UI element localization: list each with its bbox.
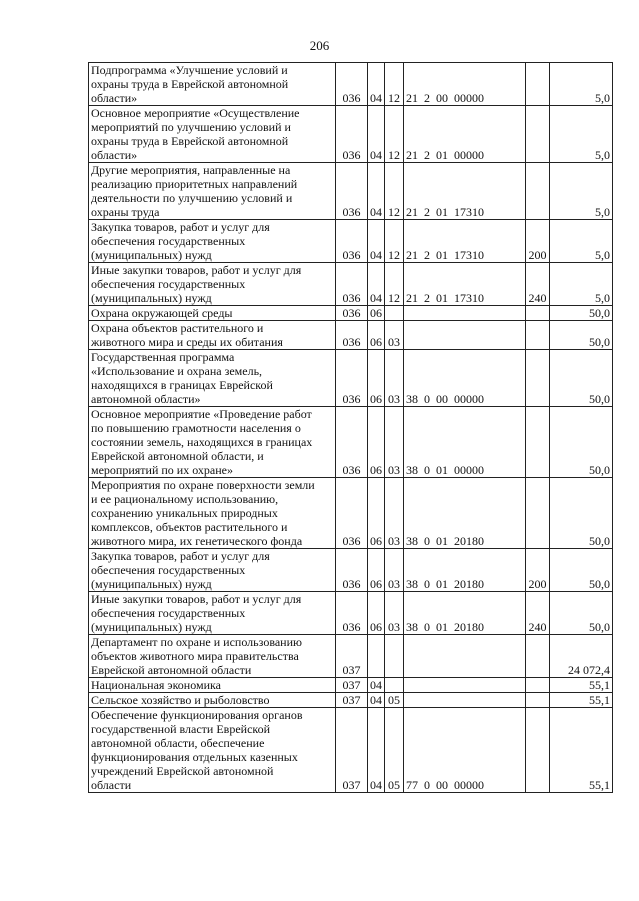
admin-code-cell: 036 (336, 106, 368, 163)
amount-cell: 50,0 (550, 478, 613, 549)
table-row (89, 478, 613, 549)
admin-code-cell: 036 (336, 549, 368, 592)
subsection-cell: 12 (385, 63, 404, 106)
target-article-cell: 38 0 00 00000 (404, 350, 526, 407)
item-name-cell: Департамент по охране и использованию объектов животного мира правительства Еврейской автономной области (89, 635, 336, 678)
subsection-cell: 03 (385, 592, 404, 635)
section-cell: 04 (368, 106, 385, 163)
expense-type-cell (526, 163, 550, 220)
section-cell: 04 (368, 263, 385, 306)
section-cell: 06 (368, 549, 385, 592)
admin-code-cell: 037 (336, 708, 368, 793)
subsection-cell (385, 635, 404, 678)
expense-type-cell (526, 106, 550, 163)
expense-type-cell (526, 407, 550, 478)
admin-code-cell: 036 (336, 63, 368, 106)
table-row (89, 106, 613, 163)
admin-code-cell: 036 (336, 592, 368, 635)
subsection-cell: 03 (385, 321, 404, 350)
admin-code-cell: 036 (336, 306, 368, 321)
target-article-cell: 38 0 01 20180 (404, 592, 526, 635)
subsection-cell: 03 (385, 549, 404, 592)
expense-type-cell (526, 678, 550, 693)
budget-table-body (89, 63, 613, 793)
item-name-cell: Основное мероприятие «Осуществление мероприятий по улучшению условий и охраны труда в Еврейской автономной области» (89, 106, 336, 163)
table-row (89, 592, 613, 635)
amount-cell: 5,0 (550, 63, 613, 106)
amount-cell: 55,1 (550, 708, 613, 793)
subsection-cell (385, 306, 404, 321)
section-cell: 06 (368, 321, 385, 350)
item-name-cell: Закупка товаров, работ и услуг для обеспечения государственных (муниципальных) нужд (89, 549, 336, 592)
subsection-cell: 03 (385, 407, 404, 478)
target-article-cell (404, 635, 526, 678)
section-cell: 06 (368, 306, 385, 321)
item-name-cell: Охрана окружающей среды (89, 306, 336, 321)
table-row (89, 693, 613, 708)
amount-cell: 50,0 (550, 549, 613, 592)
target-article-cell: 77 0 00 00000 (404, 708, 526, 793)
table-row (89, 407, 613, 478)
section-cell: 06 (368, 350, 385, 407)
table-row (89, 350, 613, 407)
table-row (89, 263, 613, 306)
amount-cell: 5,0 (550, 106, 613, 163)
section-cell: 04 (368, 220, 385, 263)
table-row (89, 635, 613, 678)
admin-code-cell: 036 (336, 220, 368, 263)
section-cell: 04 (368, 63, 385, 106)
admin-code-cell: 037 (336, 635, 368, 678)
subsection-cell: 12 (385, 220, 404, 263)
admin-code-cell: 037 (336, 693, 368, 708)
item-name-cell: Закупка товаров, работ и услуг для обеспечения государственных (муниципальных) нужд (89, 220, 336, 263)
admin-code-cell: 036 (336, 478, 368, 549)
subsection-cell: 03 (385, 350, 404, 407)
expense-type-cell (526, 321, 550, 350)
expense-type-cell (526, 63, 550, 106)
table-row (89, 708, 613, 793)
amount-cell: 50,0 (550, 321, 613, 350)
subsection-cell (385, 678, 404, 693)
item-name-cell: Государственная программа «Использование и охрана земель, находящихся в границах Еврейской автономной области» (89, 350, 336, 407)
section-cell: 04 (368, 708, 385, 793)
target-article-cell (404, 678, 526, 693)
item-name-cell: Сельское хозяйство и рыболовство (89, 693, 336, 708)
amount-cell: 5,0 (550, 163, 613, 220)
page-number: 206 (309, 38, 330, 53)
item-name-cell: Подпрограмма «Улучшение условий и охраны труда в Еврейской автономной области» (89, 63, 336, 106)
target-article-cell: 21 2 01 17310 (404, 163, 526, 220)
table-row (89, 678, 613, 693)
admin-code-cell: 036 (336, 407, 368, 478)
expense-type-cell: 200 (526, 549, 550, 592)
budget-table (88, 62, 613, 793)
amount-cell: 50,0 (550, 350, 613, 407)
section-cell (368, 635, 385, 678)
section-cell: 04 (368, 163, 385, 220)
expense-type-cell (526, 478, 550, 549)
item-name-cell: Основное мероприятие «Проведение работ по повышению грамотности населения о состоянии земель, находящихся в границах Еврейской автономной области, и мероприятий по их охране» (89, 407, 336, 478)
table-row (89, 306, 613, 321)
amount-cell: 50,0 (550, 306, 613, 321)
subsection-cell: 12 (385, 263, 404, 306)
table-row (89, 321, 613, 350)
expense-type-cell: 240 (526, 263, 550, 306)
admin-code-cell: 036 (336, 163, 368, 220)
amount-cell: 55,1 (550, 693, 613, 708)
admin-code-cell: 036 (336, 321, 368, 350)
expense-type-cell: 240 (526, 592, 550, 635)
target-article-cell: 38 0 01 20180 (404, 549, 526, 592)
amount-cell: 24 072,4 (550, 635, 613, 678)
table-row (89, 549, 613, 592)
target-article-cell: 21 2 01 17310 (404, 263, 526, 306)
target-article-cell: 21 2 01 17310 (404, 220, 526, 263)
item-name-cell: Охрана объектов растительного и животного мира и среды их обитания (89, 321, 336, 350)
subsection-cell: 03 (385, 478, 404, 549)
subsection-cell: 12 (385, 106, 404, 163)
admin-code-cell: 036 (336, 263, 368, 306)
target-article-cell: 21 2 00 00000 (404, 63, 526, 106)
amount-cell: 50,0 (550, 592, 613, 635)
target-article-cell: 38 0 01 00000 (404, 407, 526, 478)
amount-cell: 5,0 (550, 263, 613, 306)
target-article-cell: 38 0 01 20180 (404, 478, 526, 549)
item-name-cell: Национальная экономика (89, 678, 336, 693)
target-article-cell: 21 2 01 00000 (404, 106, 526, 163)
subsection-cell: 05 (385, 693, 404, 708)
target-article-cell (404, 693, 526, 708)
expense-type-cell (526, 708, 550, 793)
section-cell: 06 (368, 592, 385, 635)
target-article-cell (404, 321, 526, 350)
amount-cell: 50,0 (550, 407, 613, 478)
expense-type-cell: 200 (526, 220, 550, 263)
item-name-cell: Мероприятия по охране поверхности земли и ее рациональному использованию, сохранению уникальных природных комплексов, объектов растительного и животного мира, их генетического фонда (89, 478, 336, 549)
table-row (89, 220, 613, 263)
expense-type-cell (526, 693, 550, 708)
expense-type-cell (526, 350, 550, 407)
item-name-cell: Иные закупки товаров, работ и услуг для обеспечения государственных (муниципальных) нужд (89, 592, 336, 635)
section-cell: 04 (368, 693, 385, 708)
amount-cell: 5,0 (550, 220, 613, 263)
target-article-cell (404, 306, 526, 321)
admin-code-cell: 036 (336, 350, 368, 407)
expense-type-cell (526, 306, 550, 321)
section-cell: 06 (368, 478, 385, 549)
table-row (89, 163, 613, 220)
amount-cell: 55,1 (550, 678, 613, 693)
expense-type-cell (526, 635, 550, 678)
section-cell: 06 (368, 407, 385, 478)
subsection-cell: 12 (385, 163, 404, 220)
item-name-cell: Другие мероприятия, направленные на реализацию приоритетных направлений деятельности по улучшению условий и охраны труда (89, 163, 336, 220)
admin-code-cell: 037 (336, 678, 368, 693)
section-cell: 04 (368, 678, 385, 693)
item-name-cell: Обеспечение функционирования органов государственной власти Еврейской автономной области, обеспечение функционирования отдельных казенных учреждений Еврейской автономной области (89, 708, 336, 793)
table-row (89, 63, 613, 106)
item-name-cell: Иные закупки товаров, работ и услуг для обеспечения государственных (муниципальных) нужд (89, 263, 336, 306)
subsection-cell: 05 (385, 708, 404, 793)
